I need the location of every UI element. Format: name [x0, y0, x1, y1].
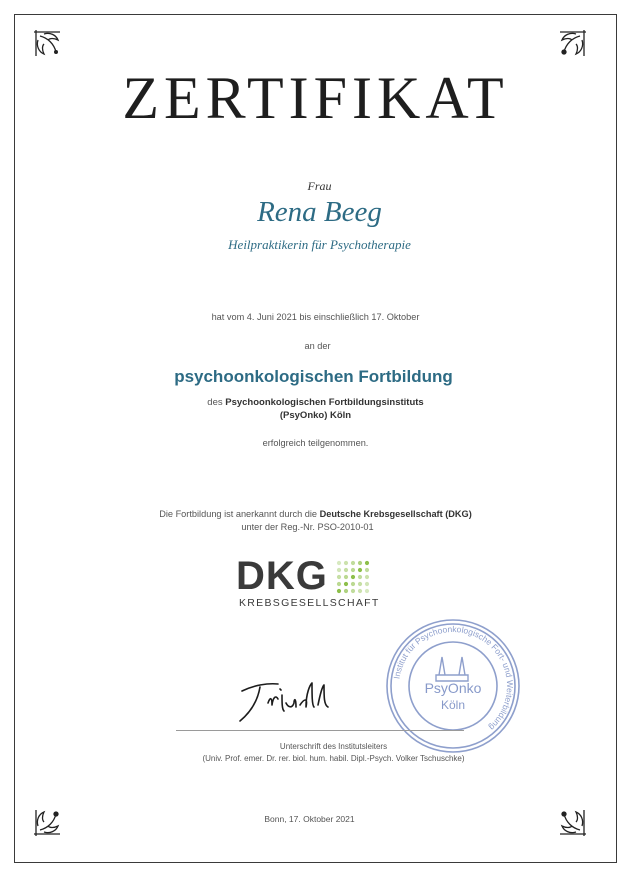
corner-ornament-top-right: [550, 26, 590, 66]
recognition-org: Deutsche Krebsgesellschaft (DKG): [319, 509, 472, 519]
course-title: psychoonkologischen Fortbildung: [174, 367, 453, 386]
dkg-logo-letters: DKG: [236, 554, 328, 598]
course-period: hat vom 4. Juni 2021 bis einschließlich 17. Oktober: [211, 312, 420, 322]
dkg-dot-grid-icon: [336, 560, 372, 596]
salutation: Frau: [307, 179, 332, 193]
registration-number: unter der Reg.-Nr. PSO-2010-01: [241, 522, 374, 532]
institute-stamp: [384, 617, 522, 755]
handwritten-signature: [234, 675, 344, 725]
svg-text:Köln: Köln: [440, 698, 466, 712]
recognition-line: [0, 509, 631, 519]
dkg-logo: [236, 554, 380, 612]
recognition-prefix: Die Fortbildung ist anerkannt durch die: [159, 509, 318, 519]
dkg-logo-subtitle: KREBSGESELLSCHAFT: [239, 597, 380, 609]
institute-prefix: des: [207, 397, 223, 408]
institute-line-1: [0, 397, 631, 408]
institute-name: Psychoonkologischen Fortbildungsinstituts: [225, 397, 424, 408]
signature-line: [176, 730, 464, 731]
corner-ornament-top-left: [30, 26, 70, 66]
svg-text:PsyOnko: PsyOnko: [424, 680, 482, 696]
signature-caption: Unterschrift des Institutsleiters: [279, 742, 388, 751]
svg-text:Institut für Psychoonkologisch: Institut für Psychoonkologische Fort- und Weiterbildung: [391, 623, 516, 733]
signatory-name: (Univ. Prof. emer. Dr. rer. biol. hum. habil. Dipl.-Psych. Volker Tschuschke): [202, 754, 465, 763]
an-der-text: an der: [304, 341, 331, 351]
recipient-name: Rena Beeg: [257, 196, 382, 228]
institute-line-2: (PsyOnko) Köln: [279, 410, 352, 421]
completion-text: erfolgreich teilgenommen.: [262, 438, 369, 448]
recipient-profession: Heilpraktikerin für Psychotherapie: [228, 237, 411, 252]
certificate-title: ZERTIFIKAT: [122, 65, 509, 131]
place-and-date: Bonn, 17. Oktober 2021: [264, 814, 355, 824]
